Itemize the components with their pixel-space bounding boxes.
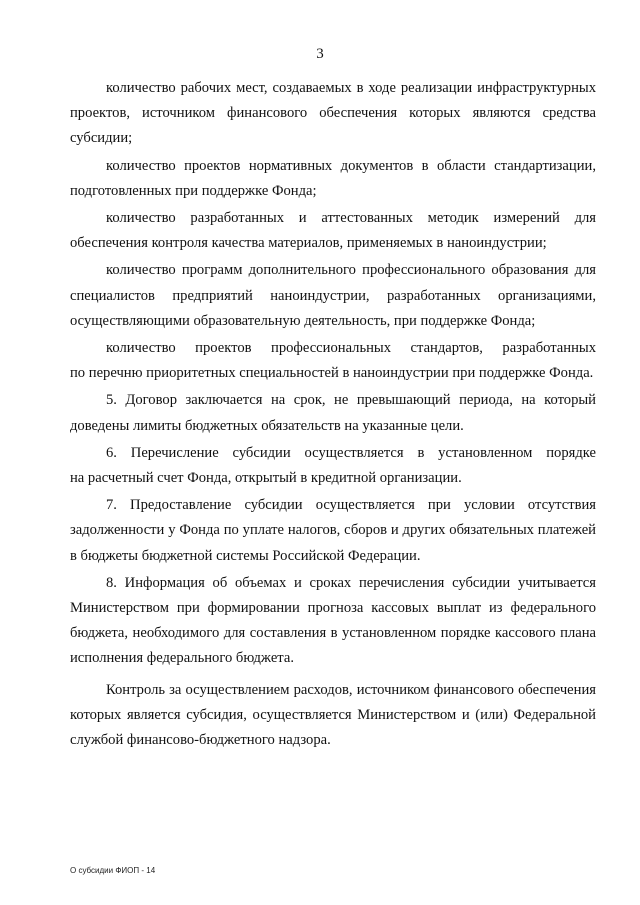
paragraph-line: специалистов предприятий наноиндустрии, разработанных организациями,	[70, 287, 596, 304]
paragraph	[70, 678, 596, 754]
paragraph-line: Контроль за осуществлением расходов, источником финансового обеспечения	[106, 681, 596, 698]
paragraph	[70, 336, 596, 386]
paragraph-line: бюджета, необходимого для составления в установленном порядке кассового плана	[70, 625, 596, 642]
paragraph	[70, 571, 596, 672]
paragraph-line: на расчетный счет Фонда, открытый в кредитной организации.	[70, 470, 462, 487]
footer-label: О субсидии ФИОП - 14	[70, 866, 156, 875]
paragraph-line: 7. Предоставление субсидии осуществляется при условии отсутствия	[106, 497, 596, 514]
paragraph-line: количество проектов профессиональных стандартов, разработанных	[106, 340, 596, 357]
paragraph-line: задолженности у Фонда по уплате налогов, сборов и других обязательных платежей	[70, 522, 596, 539]
paragraph	[70, 206, 596, 256]
paragraph-line: субсидии;	[70, 130, 133, 147]
paragraph	[70, 493, 596, 569]
paragraph	[70, 76, 596, 152]
paragraph-line: службой финансово-бюджетного надзора.	[70, 732, 331, 749]
paragraph-line: подготовленных при поддержке Фонда;	[70, 182, 317, 199]
paragraph	[70, 388, 596, 438]
paragraph-line: количество рабочих мест, создаваемых в ходе реализации инфраструктурных	[106, 80, 596, 96]
paragraph-line: доведены лимиты бюджетных обязательств на указанные цели.	[70, 417, 464, 434]
paragraph-line: количество разработанных и аттестованных методик измерений для	[106, 210, 596, 227]
paragraph	[70, 258, 596, 334]
paragraph-line: которых является субсидия, осуществляется Министерством и (или) Федеральной	[70, 706, 596, 723]
paragraph	[70, 441, 596, 491]
page-number: 3	[316, 46, 324, 62]
paragraph	[70, 154, 596, 204]
document-body	[70, 76, 596, 754]
paragraph-line: обеспечения контроля качества материалов, применяемых в наноиндустрии;	[70, 235, 547, 252]
paragraph-line: количество программ дополнительного профессионального образования для	[106, 262, 596, 279]
paragraph-line: осуществляющими образовательную деятельность, при поддержке Фонда;	[70, 312, 536, 329]
paragraph-line: по перечню приоритетных специальностей в наноиндустрии при поддержке Фонда.	[70, 365, 594, 382]
paragraph-line: 6. Перечисление субсидии осуществляется в установленном порядке	[106, 444, 596, 461]
paragraph-line: 8. Информация об объемах и сроках перечисления субсидии учитывается	[106, 574, 596, 591]
paragraph-line: исполнения федерального бюджета.	[70, 650, 294, 667]
paragraph-line: 5. Договор заключается на срок, не превышающий периода, на который	[106, 392, 596, 409]
paragraph-line: проектов, источником финансового обеспечения которых являются средства	[70, 105, 596, 122]
paragraph-line: в бюджеты бюджетной системы Российской Федерации.	[70, 547, 421, 564]
paragraph-line: количество проектов нормативных документов в области стандартизации,	[106, 157, 596, 174]
paragraph-line: Министерством при формировании прогноза кассовых выплат из федерального	[70, 600, 596, 617]
